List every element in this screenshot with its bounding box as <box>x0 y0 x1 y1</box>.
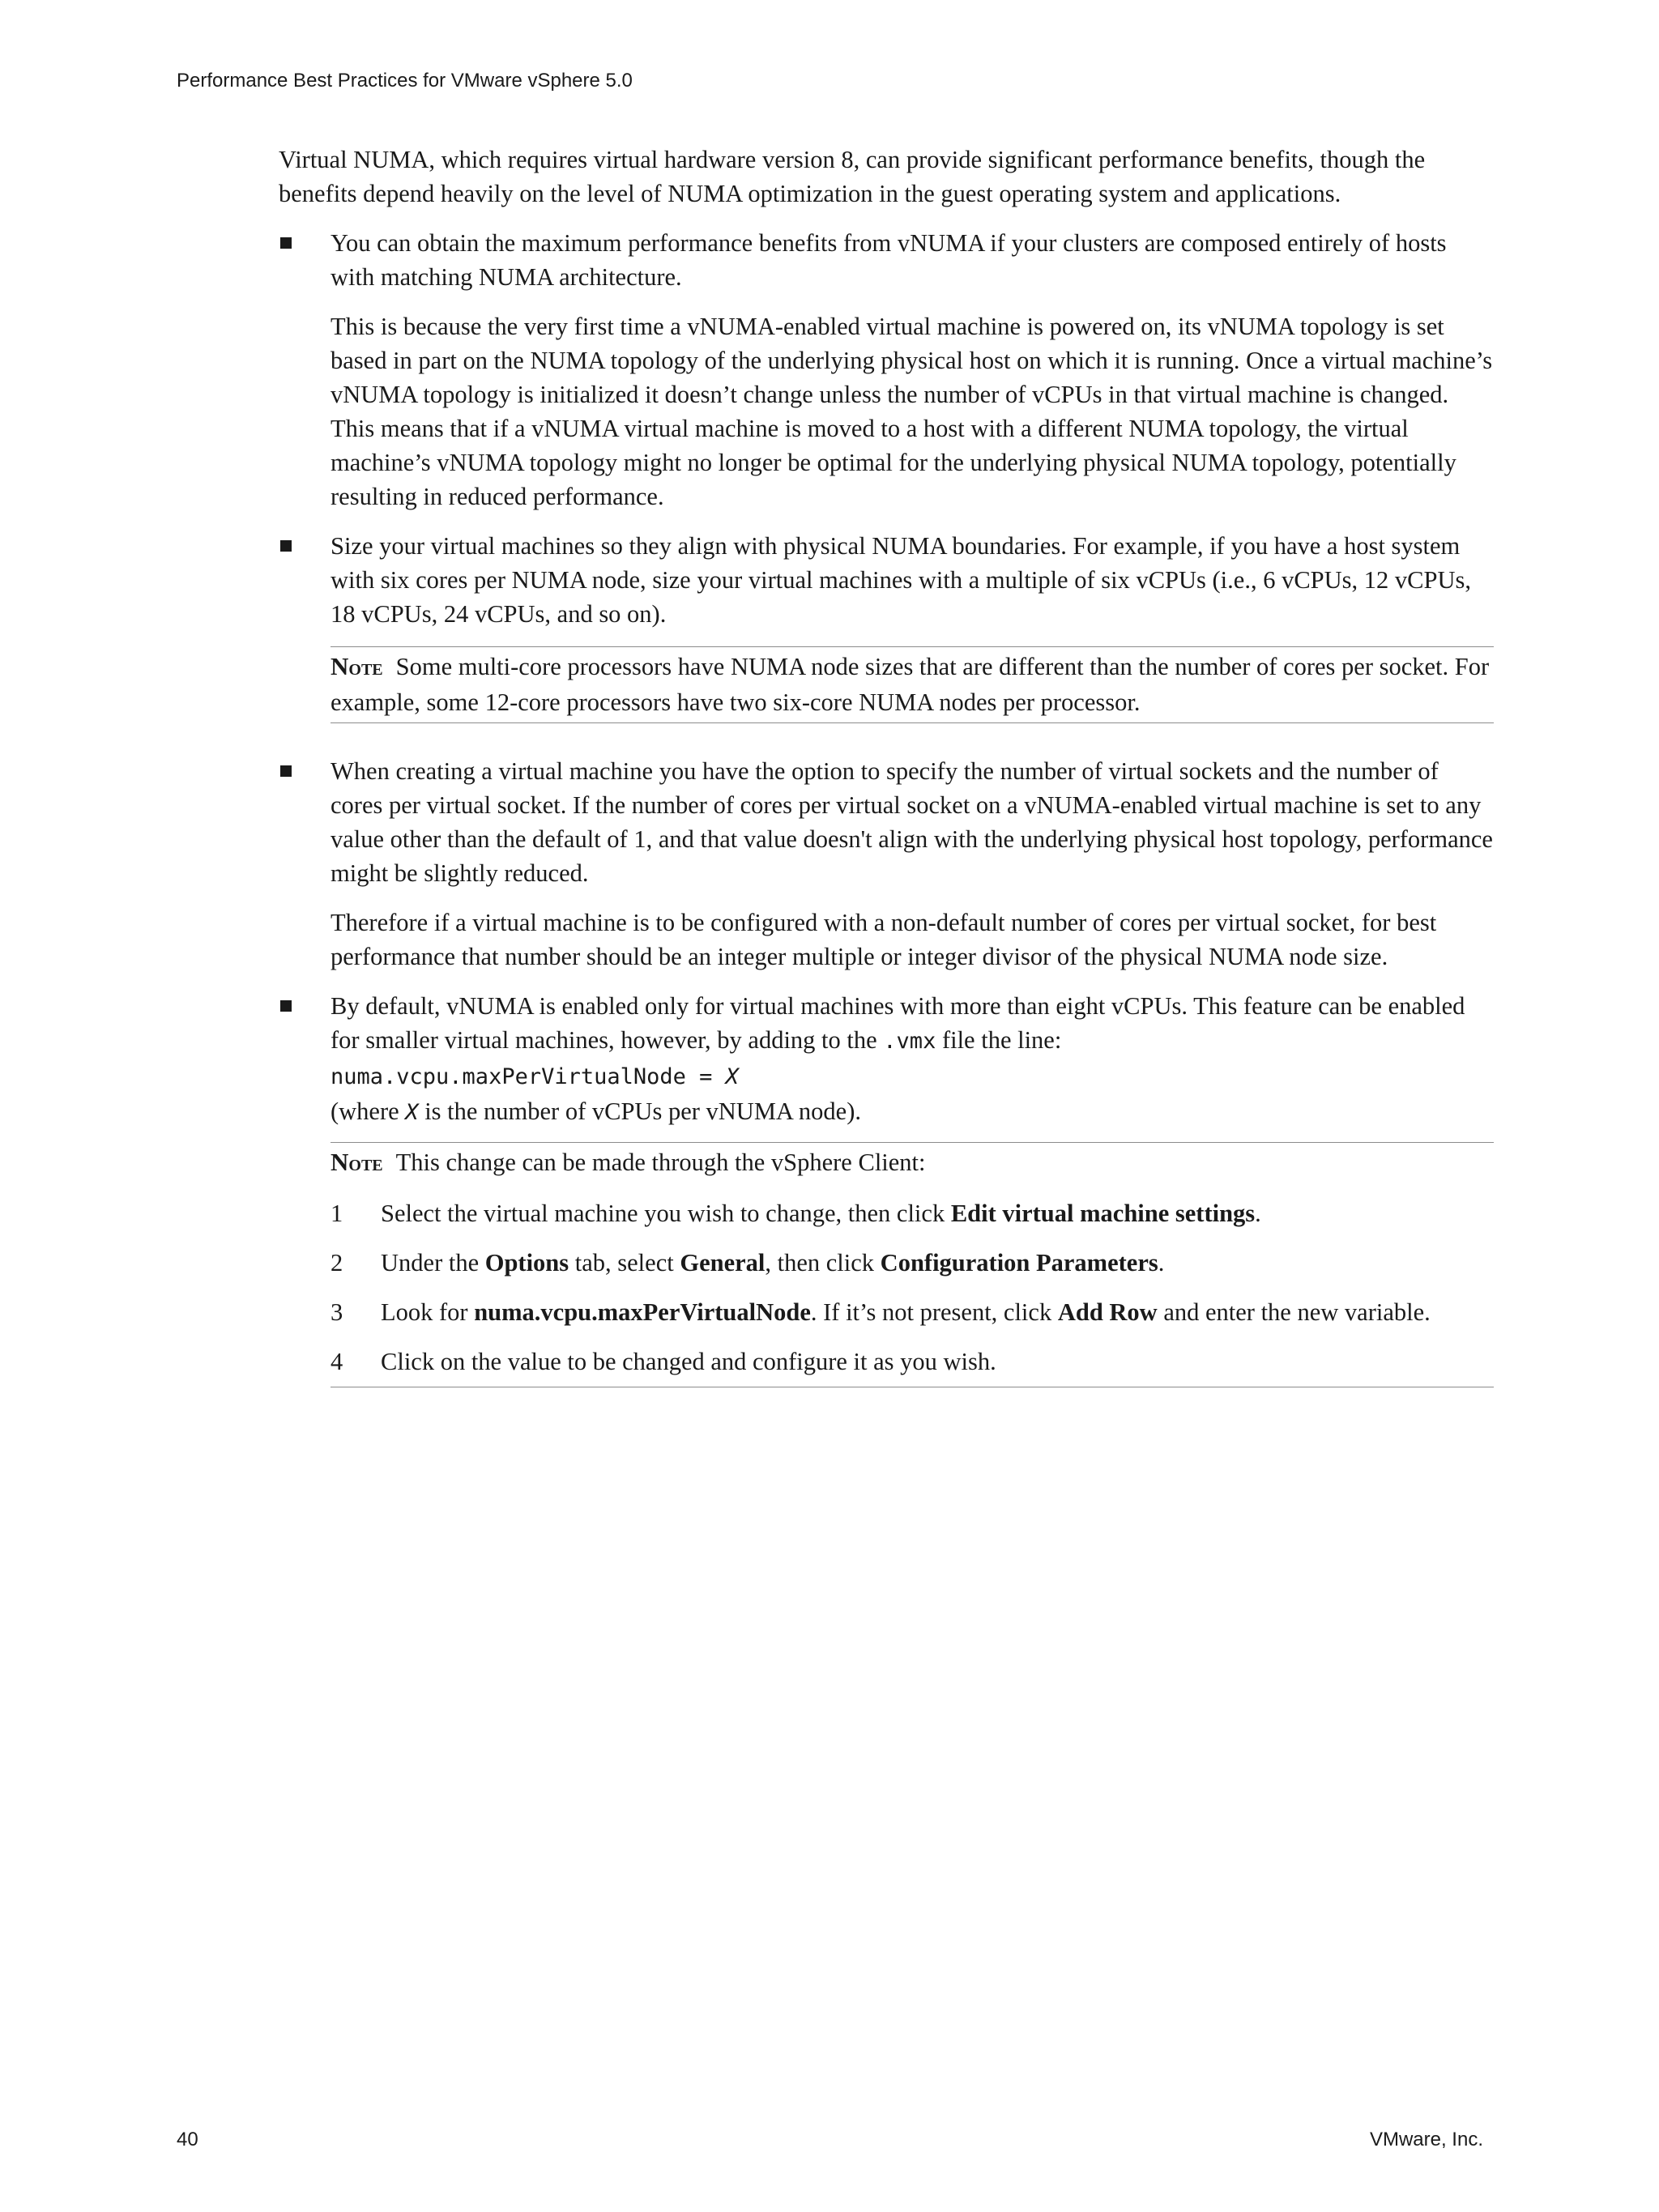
running-header: Performance Best Practices for VMware vSphere 5.0 <box>177 70 633 92</box>
bullet-text: This is because the very first time a vNUMA-enabled virtual machine is powered on, its vNUMA topology is set based in part on the NUMA topology of the underlying physical host on which it is running. Once a virtual machine’s vNUMA topology is initialized it doesn’t change unless the number of vCPUs in that virtual machine is changed. This means that if a vNUMA virtual machine is moved to a host with a different NUMA topology, the virtual machine’s vNUMA topology might no longer be optimal for the underlying physical NUMA topology, potentially resulting in reduced performance. <box>331 313 1493 510</box>
step-item: 4 Click on the value to be changed and configure it as you wish. <box>331 1345 1494 1379</box>
page-number: 40 <box>177 2129 198 2150</box>
steps-list <box>331 1196 1494 1379</box>
intro-paragraph: Virtual NUMA, which requires virtual hardware version 8, can provide significant performance benefits, though the benefits depend heavily on the level of NUMA optimization in the guest operating system and applications. <box>279 146 1426 207</box>
bullet-item <box>279 754 1494 974</box>
bullet-text: When creating a virtual machine you have the option to specify the number of virtual sockets and the number of cores per virtual socket. If the number of cores per virtual socket on a vNUMA-enabled virtual machine is set to any value other than the default of 1, and that value doesn't align with the underlying physical host topology, performance might be slightly reduced. <box>331 757 1493 887</box>
square-bullet-icon <box>280 237 292 249</box>
square-bullet-icon <box>280 1000 292 1012</box>
bullet-text: By default, vNUMA is enabled only for virtual machines with more than eight vCPUs. This feature can be enabled for smaller virtual machines, however, by adding to the .vmx file the line: <box>331 992 1465 1054</box>
note-label: Note <box>331 652 383 680</box>
step-number: 2 <box>331 1249 343 1276</box>
code-line: numa.vcpu.maxPerVirtualNode = X <box>331 1064 739 1089</box>
bullet-text: Size your virtual machines so they align with physical NUMA boundaries. For example, if you have a host system with six cores per NUMA node, size your virtual machines with a multiple of six vCPUs (i.e., 6 vCPUs, 12 vCPUs, 18 vCPUs, 24 vCPUs, and so on). <box>331 532 1471 628</box>
footer-company: VMware, Inc. <box>1369 2129 1483 2150</box>
bullet-item <box>279 226 1494 514</box>
square-bullet-icon <box>280 765 292 777</box>
where-text: (where X is the number of vCPUs per vNUMA node). <box>331 1097 861 1125</box>
note-box <box>331 1142 1494 1387</box>
step-item: 3 Look for numa.vcpu.maxPerVirtualNode. If it’s not present, click Add Row and enter the new variable. <box>331 1295 1494 1329</box>
step-item: 1 Select the virtual machine you wish to change, then click Edit virtual machine settings. <box>331 1196 1494 1230</box>
step-number: 3 <box>331 1298 343 1326</box>
bullet-item <box>279 529 1494 631</box>
bullet-item <box>279 989 1494 1130</box>
page-body <box>279 143 1494 1387</box>
bullet-text: You can obtain the maximum performance benefits from vNUMA if your clusters are composed entirely of hosts with matching NUMA architecture. <box>331 229 1447 291</box>
step-number: 1 <box>331 1200 343 1227</box>
note-box <box>331 646 1494 723</box>
inline-code: .vmx <box>883 1029 936 1054</box>
step-item: 2 Under the Options tab, select General, then click Configuration Parameters. <box>331 1246 1494 1280</box>
note-text: Note This change can be made through the vSphere Client: <box>331 1148 926 1176</box>
note-text: Note Some multi-core processors have NUMA node sizes that are different than the number of cores per socket. For example, some 12-core processors have two six-core NUMA nodes per processor. <box>331 652 1490 716</box>
square-bullet-icon <box>280 540 292 552</box>
bullet-text: Therefore if a virtual machine is to be configured with a non-default number of cores per virtual socket, for best performance that number should be an integer multiple or integer divisor of the physical NUMA node size. <box>331 909 1437 970</box>
note-label: Note <box>331 1148 383 1176</box>
step-number: 4 <box>331 1348 343 1375</box>
